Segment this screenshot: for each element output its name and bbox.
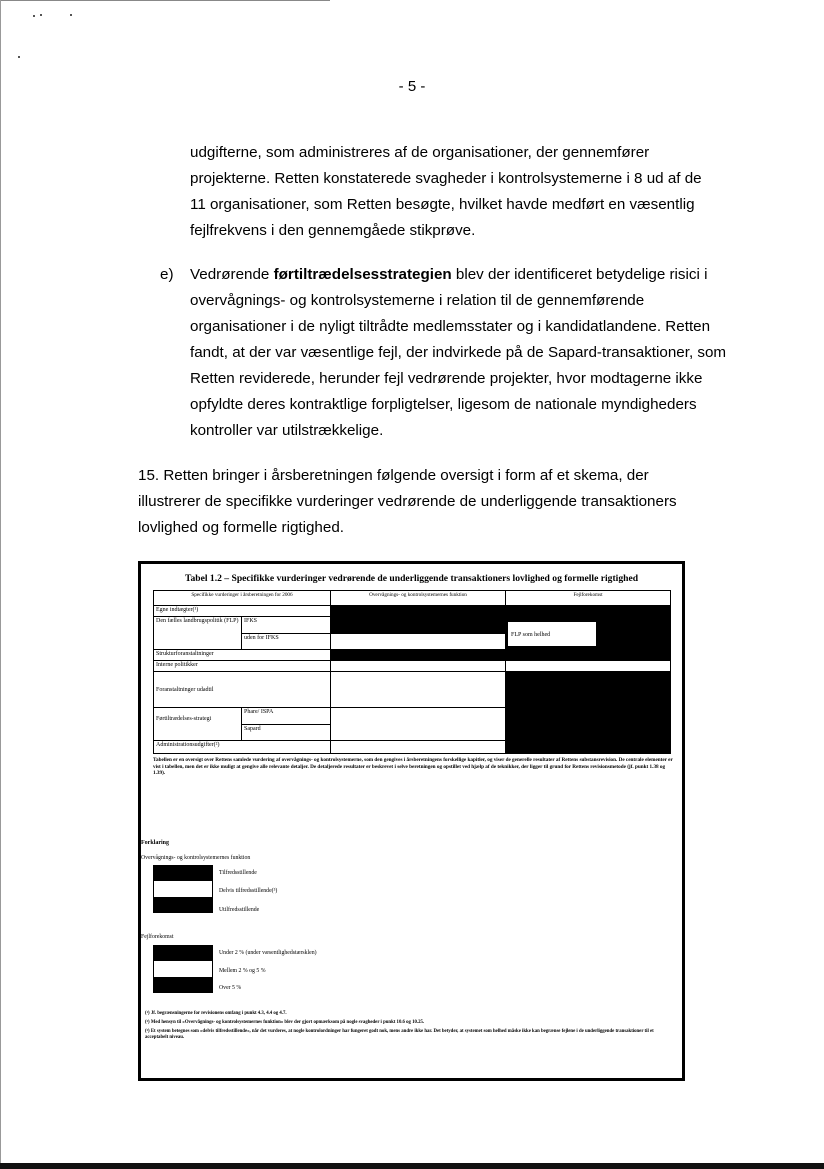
table-note: Tabellen er en oversigt over Rettens samlede vurdering af overvågnings- og kontrolsystemerne, som den gengives i årsberetningens forskellige kapitler, og viser de generelle resultater af Rettens substansrevision. De centrale elementer er vist i tabellen, men det er ikke muligt at gengive alle relevante detaljer. De detaljerede resultater er beskrevet i selve beretningen og opstillet ved hjælp af de teknikker, der ligger til grund for Rettens revisionsmetode (jf. punkt 1.38 og 1.39). [153, 757, 673, 777]
footnote-3: (³) Et system betegnes som »delvis tilfredsstillende«, når det vurderes, at nogle kontrolordninger har fungeret godt nok, mens andre ikke har. Det betyder, at systemet som helhed måske ikke kan begrænse fejlene i de underliggende transaktioner til et acceptabelt niveau. [145, 1029, 654, 1040]
row-internal-policies: Interne politikker [153, 660, 331, 672]
list-marker: e) [160, 266, 174, 283]
administrative-error-rating [505, 740, 671, 754]
table-title: Tabel 1.2 – Specifikke vurderinger vedrørende de underliggende transaktioners lovlighed og formelle rigtighed [184, 573, 639, 584]
header-assessments: Specifikke vurderinger i årsberetningen for 2006 [153, 590, 331, 606]
text-before: Vedrørende [190, 266, 274, 283]
page-left-edge [0, 0, 1, 1169]
scan-speck [70, 14, 72, 16]
pre-accession-error-rating [505, 707, 671, 741]
cap-as-whole-label: FLP som helhed [508, 622, 596, 646]
legend-label-satisfactory: Tilfredsstillende [219, 870, 257, 876]
footnote-1: (¹) Jf. begrænsningerne for revisionens omfang i punkt 4.3, 4.4 og 4.7. [145, 1011, 287, 1016]
row-iacs: IFKS [241, 616, 331, 634]
assessment-table-box [138, 561, 685, 1081]
row-pre-accession: Førtiltrædelses-strategi [153, 707, 242, 741]
iacs-systems-rating [330, 616, 506, 634]
row-sapard: Sapard [241, 724, 331, 741]
row-non-iacs: uden for IFKS [241, 633, 331, 650]
legend-label-partly: Delvis tilfredsstillende(³) [219, 888, 278, 894]
legend-title: Forklaring [141, 840, 169, 846]
row-administrative-expenditure: Administrationsudgifter(²) [153, 740, 331, 754]
page-number: - 5 - [398, 78, 426, 95]
bold-term: førtiltrædelsesstrategien [273, 266, 452, 283]
pre-accession-systems-rating [330, 707, 506, 741]
administrative-systems-rating [330, 740, 506, 754]
scan-speck [40, 14, 42, 16]
legend-error-title: Fejlforekomst [141, 934, 174, 940]
legend-swatch-under-2 [153, 945, 213, 961]
page-top-rule [0, 0, 330, 1]
external-actions-systems-rating [330, 671, 506, 708]
row-phare-ispa: Phare/ ISPA [241, 707, 331, 725]
page-bottom-edge [0, 1163, 824, 1169]
legend-swatch-unsatisfactory [153, 897, 213, 913]
row-external-actions: Foranstaltninger udadtil [153, 671, 331, 708]
row-agriculture: Den fælles landbrugspolitik (FLP) [153, 616, 242, 650]
scan-speck [18, 56, 20, 58]
row-own-resources: Egne indtægter(¹) [153, 605, 331, 617]
text-after: blev der identificeret betydelige risici i overvågnings- og kontrolsystemerne i relation til de gennemførende organisationer i de nyligt tiltrådte medlemsstater og i kandidatlandene. Retten fandt, at der var væsentlige fejl, der indvirkede på de Sapard-transaktioner, som Retten reviderede, herunder fejl vedrørende projekter, hvor modtagerne ikke opfyldte deres kontraktlige forpligtelser, ligesom de nationale myndigheders kontroller var utilstrækkelige. [190, 266, 727, 439]
legend-swatch-satisfactory [153, 865, 213, 881]
legend-label-2-to-5: Mellem 2 % og 5 % [219, 968, 266, 974]
paragraph-15: 15. Retten bringer i årsberetningen følgende oversigt i form af et skema, der illustrerer de specifikke vurderinger vedrørende de underliggende transaktioners lovlighed og formelle rigtighed. [138, 467, 677, 536]
footnote-2: (²) Med hensyn til »Overvågnings- og kontrolsystemernes funktion« blev der gjort opmærksom på nogle svagheder i punkt 10.6 og 10.25. [145, 1020, 425, 1025]
header-errors: Fejlforekomst [505, 590, 671, 606]
scan-speck [33, 15, 35, 17]
list-item-text [190, 262, 730, 444]
paragraph-continuation: udgifterne, som administreres af de organisationer, der gennemfører projekterne. Retten konstaterede svagheder i kontrolsystemerne i 8 ud af de 11 organisationer, som Retten besøgte, hvilket havde medført en væsentlig fejlfrekvens i den gennemgåede stikprøve. [190, 144, 702, 239]
external-actions-error-rating [505, 671, 671, 708]
legend-label-under-2: Under 2 % (under væsentlighedstærsklen) [219, 950, 317, 956]
legend-swatch-2-to-5 [153, 961, 213, 977]
legend-systems-title: Overvågnings- og kontrolsystemernes funktion [141, 855, 251, 861]
legend-swatch-partly [153, 881, 213, 897]
legend-label-over-5: Over 5 % [219, 985, 242, 991]
row-structural-measures: Strukturforanstaltninger [153, 649, 331, 661]
legend-swatch-over-5 [153, 977, 213, 993]
non-iacs-systems-rating [330, 633, 506, 650]
header-systems: Overvågnings- og kontrolsystemernes funktion [330, 590, 506, 606]
legend-label-unsatisfactory: Utilfredsstillende [219, 907, 260, 913]
